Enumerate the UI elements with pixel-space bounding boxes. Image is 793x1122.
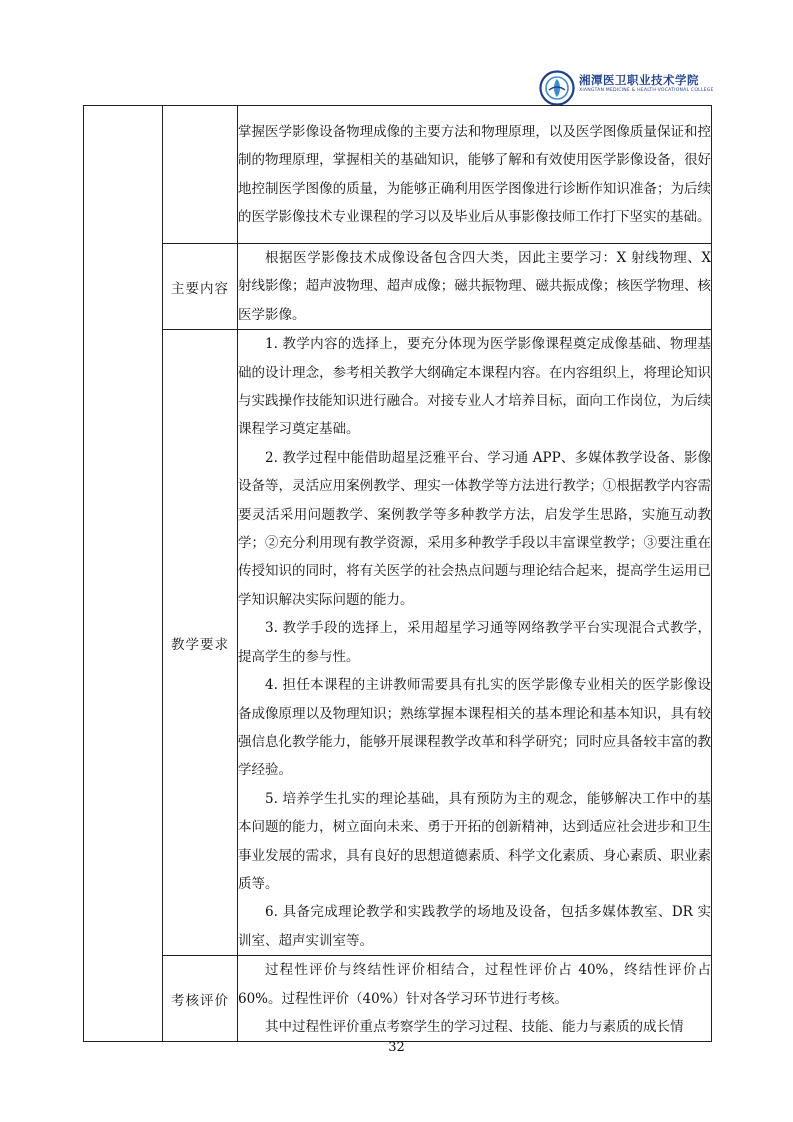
- table-row: [84, 330, 712, 956]
- requirement-paragraph-6: 6. 具备完成理论教学和实践教学的场地及设备，包括多媒体教室、DR 实训室、超声实训室等。: [238, 904, 711, 949]
- assessment-cell: [238, 956, 712, 1042]
- row-label-main-content: 主要内容: [163, 244, 238, 330]
- table-row: [84, 244, 712, 330]
- row-label-assessment: 考核评价: [163, 956, 238, 1042]
- requirement-paragraph-5: 5. 培养学生扎实的理论基础，具有预防为主的观念，能够解决工作中的基本问题的能力，树立面向未来、勇于开拓的创新精神，达到适应社会进步和卫生事业发展的需求，具有良好的思想道德素质、科学文化素质、身心素质、职业素质等。: [238, 790, 711, 892]
- row-label-teaching-requirements: 教学要求: [163, 330, 238, 956]
- content-paragraph: 根据医学影像技术成像设备包含四大类，因此主要学习：X 射线物理、X 射线影像；超声波物理、超声成像；磁共振物理、磁共振成像；核医学物理、核医学影像。: [238, 250, 711, 323]
- school-name-en: XIANGTAN MEDICINE & HEALTH VOCATIONAL COLLEGE: [579, 88, 714, 93]
- blank-column-cell: [84, 106, 163, 1042]
- intro-content-cell: [238, 106, 712, 244]
- school-name: 湘潭医卫职业技术学院: [579, 73, 699, 87]
- assessment-paragraph-1: 过程性评价与终结性评价相结合，过程性评价占 40%，终结性评价占 60%。过程性评价（40%）针对各学习环节进行考核。: [238, 962, 711, 1007]
- requirement-paragraph-1: 1. 教学内容的选择上，要充分体现为医学影像课程奠定成像基础、物理基础的设计理念，参考相关教学大纲确定本课程内容。在内容组织上，将理论知识与实践操作技能知识进行融合。对接专业人才培养目标，面向工作岗位，为后续课程学习奠定基础。: [238, 336, 711, 438]
- requirement-paragraph-3: 3. 教学手段的选择上，采用超星学习通等网络教学平台实现混合式教学，提高学生的参与性。: [238, 620, 711, 665]
- empty-label-cell: [163, 106, 238, 244]
- requirement-paragraph-2: 2. 教学过程中能借助超星泛雅平台、学习通 APP、多媒体教学设备、影像设备等，灵活应用案例教学、理实一体教学等方法进行教学；①根据教学内容需要灵活采用问题教学、案例教学等多种教学方法，启发学生思路，实施互动教学；②充分利用现有教学资源，采用多种教学手段以丰富课堂教学；③要注重在传授知识的同时，将有关医学的社会热点问题与理论结合起来，提高学生运用已学知识解决实际问题的能力。: [238, 449, 711, 608]
- requirement-paragraph-4: 4. 担任本课程的主讲教师需要具有扎实的医学影像专业相关的医学影像设备成像原理以及物理知识；熟练掌握本课程相关的基本理论和基本知识，具有较强信息化教学能力，能够开展课程教学改革和科学研究；同时应具备较丰富的教学经验。: [238, 677, 711, 779]
- main-content-cell: [238, 244, 712, 330]
- page-number: 32: [388, 1040, 405, 1055]
- school-emblem-icon: [539, 70, 575, 106]
- course-info-table: [83, 105, 712, 1042]
- table-row: [84, 106, 712, 244]
- assessment-paragraph-2: 其中过程性评价重点考察学生的学习过程、技能、能力与素质的成长情: [265, 1018, 684, 1035]
- school-logo: [539, 70, 714, 110]
- teaching-requirements-cell: [238, 330, 712, 956]
- intro-paragraph: 掌握医学影像设备物理成像的主要方法和物理原理，以及医学图像质量保证和控制的物理原理，掌握相关的基础知识，能够了解和有效使用医学影像设备，很好地控制医学图像的质量，为能够正确利用医学图像进行诊断作知识准备；为后续的医学影像技术专业课程的学习以及毕业后从事影像技师工作打下坚实的基础。: [238, 123, 711, 225]
- table-row: [84, 956, 712, 1042]
